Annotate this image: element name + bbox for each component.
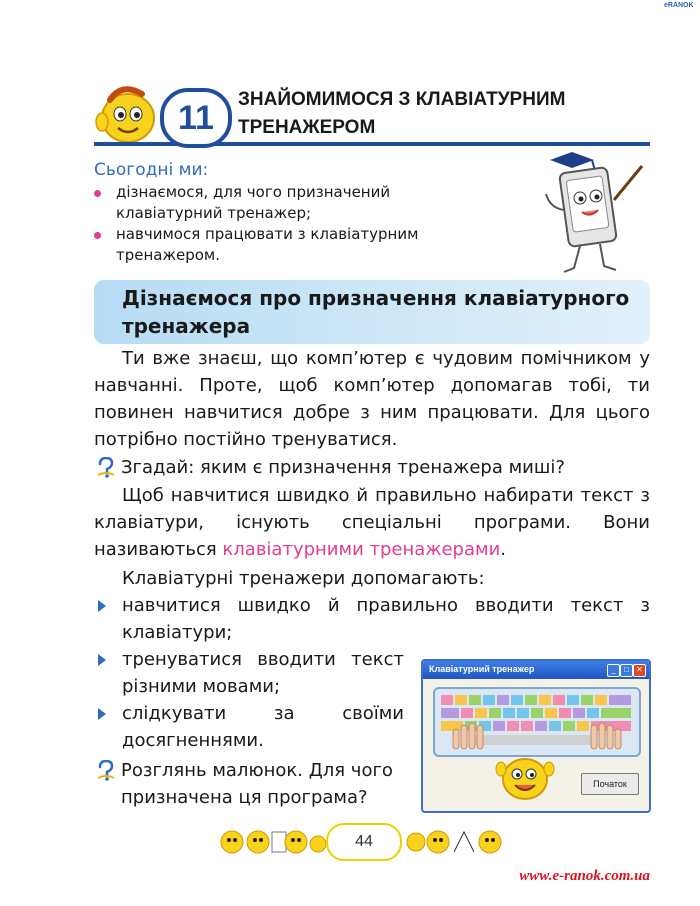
benefits-list-top [94, 592, 650, 646]
keyboard-keys-illustration [435, 689, 639, 755]
list-item [94, 592, 650, 646]
list-item-text: слідкувати за своїми досягненнями. [122, 703, 404, 751]
today-heading: Сьогодні ми: [94, 160, 209, 180]
minimize-icon[interactable]: _ [607, 664, 620, 677]
list-item [94, 646, 404, 700]
lesson-title [238, 86, 638, 142]
today-list [94, 182, 474, 266]
paragraph-text: Щоб навчитися швидко й правильно набирати текст з клавіатури, існують спеціальні програми. Вони називаються [94, 485, 650, 560]
window-title: Клавіатурний тренажер [429, 664, 535, 674]
term-highlight: клавіатурними тренажерами [222, 539, 501, 560]
tablet-teacher-illustration [530, 150, 650, 280]
footer-smileys-right-illustration [404, 822, 514, 862]
lesson-title-line-1: ЗНАЙОМИМОСЯ З КЛАВІАТУРНИМ [238, 89, 566, 110]
question-look: Розглянь малюнок. Для чого призначена ця програма? [121, 760, 393, 808]
bullet-icon [94, 232, 101, 239]
window-titlebar [423, 661, 649, 679]
bullet-icon [94, 190, 101, 197]
paragraph-benefits-intro: Клавіатурні тренажери допомагають: [122, 568, 485, 589]
list-item-text: тренуватися вводити текст різними мовами; [122, 649, 404, 697]
keyboard-trainer-window [421, 659, 651, 813]
question-recall: Згадай: яким є призначення тренажера миші? [121, 457, 565, 478]
website-link[interactable]: www.e-ranok.com.ua [519, 868, 650, 884]
section-title: Дізнаємося про призначення клавіатурного тренажера [122, 286, 630, 338]
list-item [94, 224, 474, 266]
footer-smileys-left-illustration [218, 822, 326, 862]
list-item-text: навчимося працювати з клавіатурним тренажером. [116, 225, 419, 264]
page-number: 44 [326, 823, 402, 861]
smiley-on-window-illustration [495, 749, 555, 805]
lesson-title-line-2: ТРЕНАЖЕРОМ [238, 117, 376, 138]
start-button[interactable]: Початок [581, 773, 639, 795]
lesson-number-badge: 11 [160, 88, 232, 148]
benefits-list-bottom [94, 646, 404, 754]
triangle-bullet-icon [98, 654, 106, 666]
list-item-text: навчитися швидко й правильно вводити текст з клавіатури; [122, 595, 650, 643]
paragraph-text: . [500, 539, 507, 560]
maximize-icon[interactable]: □ [620, 664, 633, 677]
list-item-text: дізнаємося, для чого призначений клавіатурний тренажер; [116, 183, 391, 222]
publisher-logo: eRANOK [664, 2, 694, 9]
list-item [94, 182, 474, 224]
question-mark-icon [96, 457, 116, 479]
triangle-bullet-icon [98, 600, 106, 612]
smiley-mascot-illustration [92, 80, 162, 146]
paragraph-intro: Ти вже знаєш, що комп’ютер є чудовим помічником у навчанні. Проте, щоб комп’ютер допомагав тобі, ти повинен навчитися добре з ним працювати. Для цього потрібно постійно тренуватися. [94, 348, 650, 450]
keyboard-illustration [433, 687, 641, 757]
close-icon[interactable]: ✕ [633, 664, 646, 677]
list-item [94, 700, 404, 754]
triangle-bullet-icon [98, 708, 106, 720]
question-mark-icon [96, 760, 116, 782]
paragraph-trainers [94, 482, 650, 563]
